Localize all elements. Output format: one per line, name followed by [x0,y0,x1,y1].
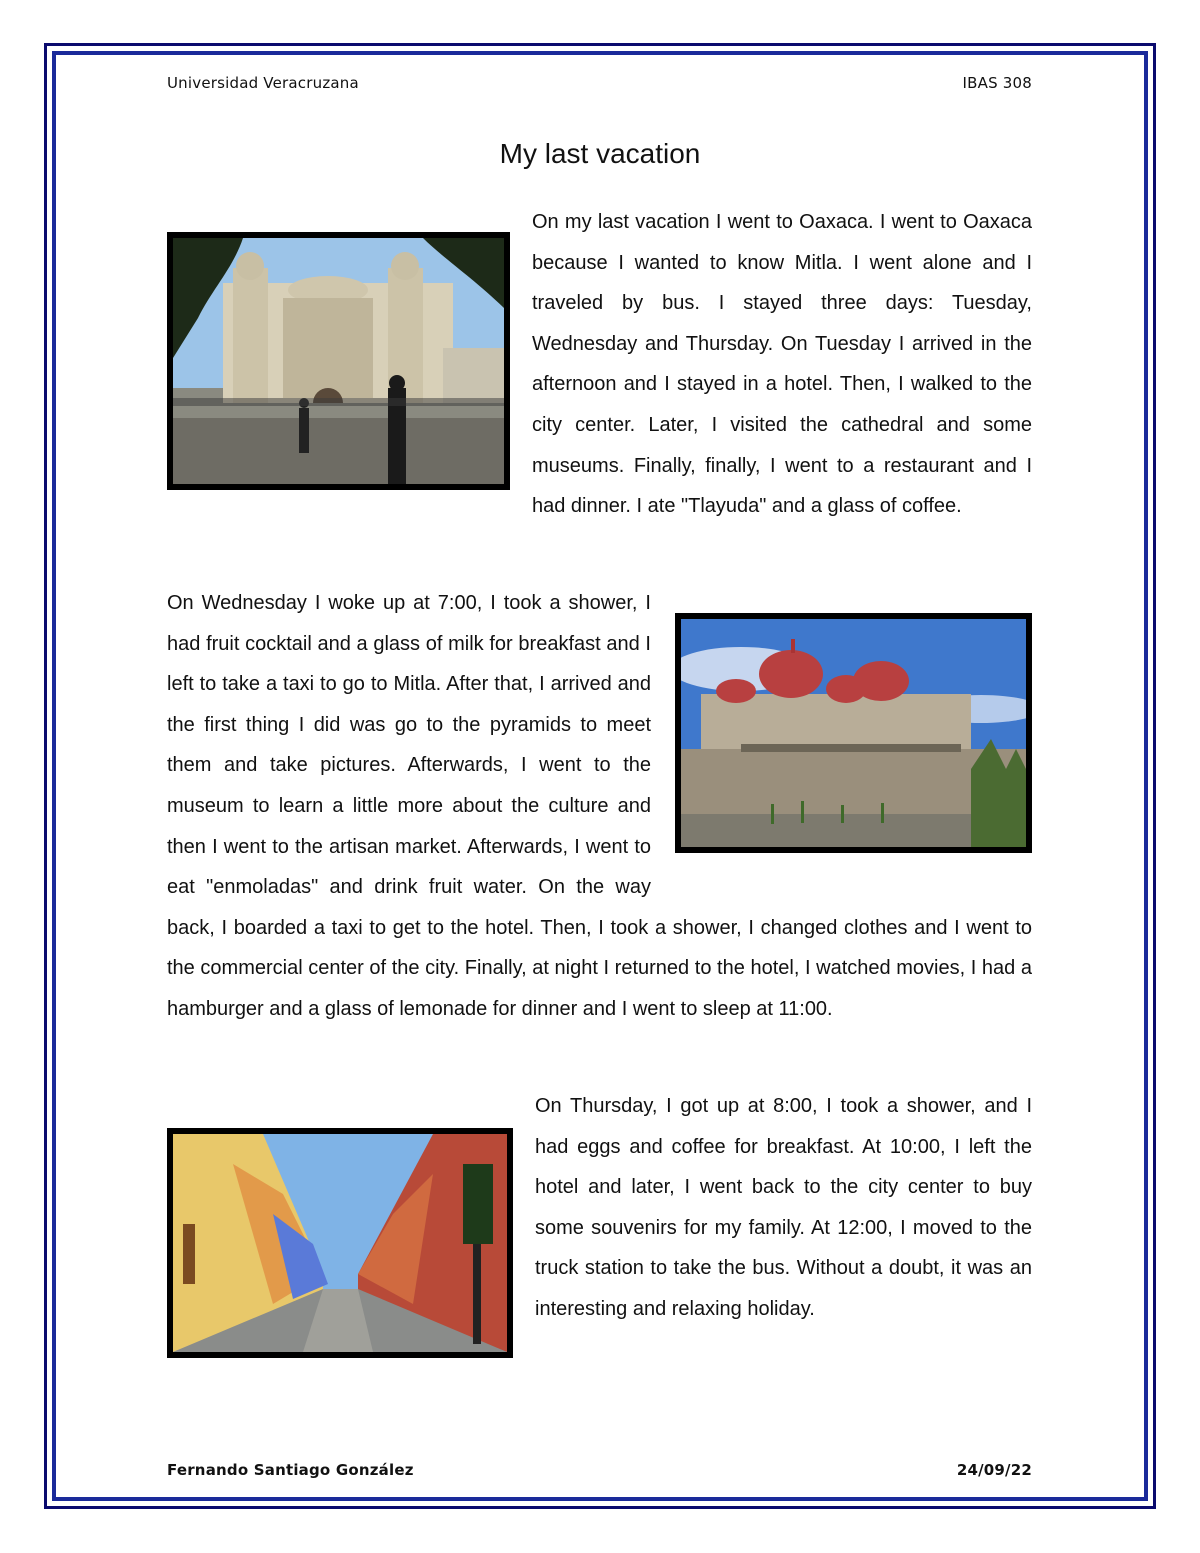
paragraph-thursday [167,1086,1032,1384]
paragraph-tuesday [167,202,1032,527]
photo-wrap-street [167,1126,513,1384]
paragraph-wednesday [167,583,1032,1030]
document-title: My last vacation [499,138,701,169]
cathedral-photo [167,232,510,490]
paragraph-thursday-text: On Thursday, I got up at 8:00, I took a shower, and I had eggs and coffee for breakfast. At 10:00, I left the hotel and later, I went back to the city center to buy some souvenirs for my family. At 12:00, I moved to the truck station to take the bus. Without a doubt, it was an interesting and relaxing holiday. [535,1095,1032,1320]
header-course: IBAS 308 [962,74,1032,92]
footer-author: Fernando Santiago González [167,1461,414,1479]
photo-wrap-cathedral [167,202,510,520]
header-university: Universidad Veracruzana [167,74,359,92]
street-photo [167,1128,513,1358]
page-header [167,74,1032,92]
page-footer [167,1461,1032,1479]
photo-wrap-mitla [675,583,1032,893]
mitla-photo [675,613,1032,853]
paragraph-wednesday-text: On Wednesday I woke up at 7:00, I took a shower, I had fruit cocktail and a glass of milk for breakfast and I left to take a taxi to go to Mitla. After that, I arrived and the first thing I did was go to the pyramids to meet them and take pictures. Afterwards, I went to the museum to learn a little more about the culture and then I went to the artisan market. Afterwards, I went to eat "enmoladas" and drink fruit water. On the way back, I boarded a taxi to get to the hotel. Then, I took a shower, I changed clothes and I went to the commercial center of the city. Finally, at night I returned to the hotel, I watched movies, I had a hamburger and a glass of lemonade for dinner and I went to sleep at 11:00. [167,592,1032,1020]
footer-date: 24/09/22 [956,1461,1032,1479]
paragraph-tuesday-text: On my last vacation I went to Oaxaca. I went to Oaxaca because I wanted to know Mitla. I went alone and I traveled by bus. I stayed three days: Tuesday, Wednesday and Thursday. On Tuesday I arrived in the afternoon and I stayed in a hotel. Then, I walked to the city center. Later, I visited the cathedral and some museums. Finally, finally, I went to a restaurant and I had dinner. I ate "Tlayuda" and a glass of coffee. [532,211,1032,518]
